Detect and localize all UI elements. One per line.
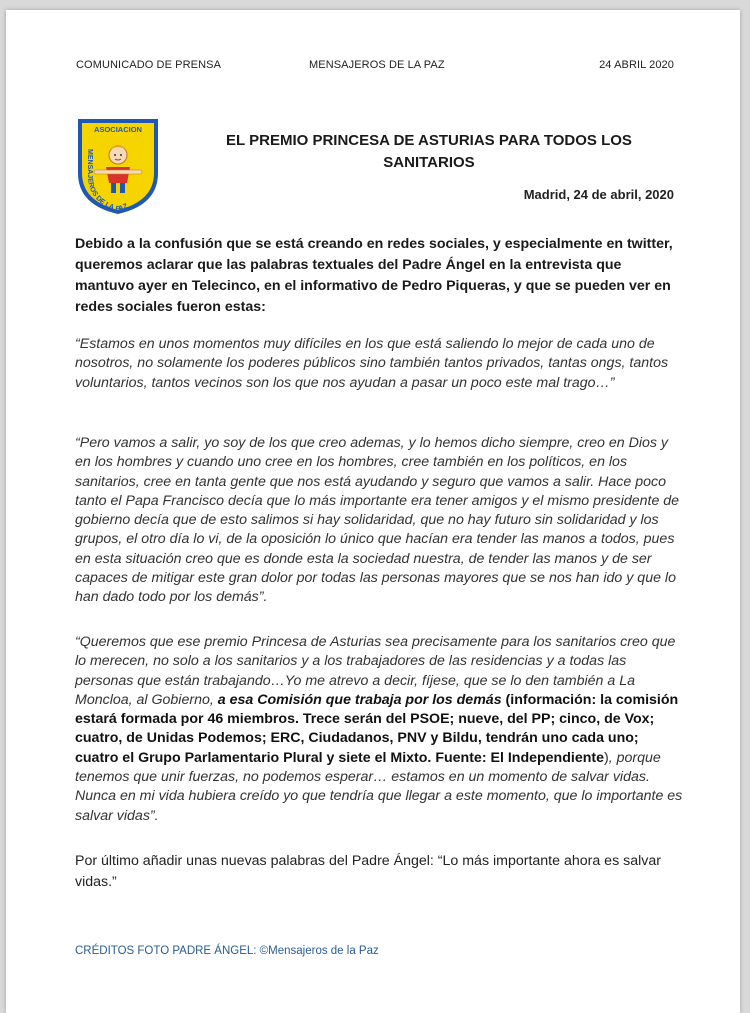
quote-paragraph-1: “Estamos en unos momentos muy difíciles en los que está saliendo lo mejor de cada uno de nosotros, no solamente los poderes públicos sino también tantos privados, tantas ongs, tantos voluntarios, tantos vecinos son los que nos ayudan a pasar un poco este mal trago…”	[75, 336, 669, 391]
header-label-center: MENSAJEROS DE LA PAZ	[309, 59, 445, 71]
quote-paragraph-3	[75, 633, 683, 826]
place-and-date: Madrid, 24 de abril, 2020	[523, 187, 674, 202]
svg-text:ASOCIACION: ASOCIACION	[94, 125, 142, 134]
quote3-text-start: “Queremos que ese premio Princesa de Asturias sea precisamente para los sanitarios creo que lo merecen, no solo a los sanitarios y a los trabajadores de las residencias y a todas las personas que están trabajando…Yo me atrevo a decir, fíjese, que se lo den también a La Moncloa, al Gobierno,	[75, 634, 676, 708]
quote3-text-end: , porque tenemos que unir fuerzas, no podemos esperar… estamos en un momento de salvar vidas. Nunca en mi vida hubiera creído yo que tendría que llegar a este momento, que lo importante es salvar vidas”.	[75, 749, 683, 824]
quote3-paren: )	[604, 749, 609, 766]
quote3-info-note: (información: la comisión estará formada por 46 miembros. Trece serán del PSOE; nueve, del PP; cinco, de Vox; cuatro, de Unidas Podemos; ERC, Ciudadanos, PNV y Bildu, tendrán uno cada uno; cuatro el Grupo Parlamentario Plural y siete el Mixto. Fuente: El Independiente	[75, 691, 679, 766]
intro-paragraph: Debido a la confusión que se está creando en redes sociales, y especialmente en twitter, queremos aclarar que las palabras textuales del Padre Ángel en la entrevista que mantuvo ayer en Telecinco, en el informativo de Pedro Piqueras, y que se pueden ver en redes sociales fueron estas:	[75, 236, 673, 315]
document-title: EL PREMIO PRINCESA DE ASTURIAS PARA TODOS LOS SANITARIOS	[226, 132, 632, 171]
svg-text:MENSAJEROS DE LA PAZ: MENSAJEROS DE LA PAZ	[85, 149, 129, 214]
header-label-left: COMUNICADO DE PRENSA	[76, 59, 222, 71]
quote-paragraph-2: “Pero vamos a salir, yo soy de los que creo ademas, y lo hemos dicho siempre, creo en Dios y en los hombres y cuando uno cree en los hombres, cree también en los políticos, en los sanitarios, cree en tanta gente que nos está ayudando y seguro que vamos a salir. Hace poco tanto el Papa Francisco decía que lo más importante era tener amigos y el mismo presidente de gobierno decía que de esto salimos si hay solidaridad, que no hay futuro sin solidaridad y los grupos, el otro día lo vi, de la oposición lo único que hacían era tender las manos a todos, pues en esta situación creo que es donde esta la sociedad nuestra, de tender las manos y de ser capaces de mitigar este gran dolor por todas las personas mayores que se nos han ido y que lo han dado todo por los demás”.	[75, 435, 680, 606]
closing-paragraph: Por último añadir unas nuevas palabras del Padre Ángel: “Lo más importante ahora es salvar vidas.”	[75, 853, 661, 890]
association-logo	[76, 117, 160, 215]
quote3-bold-italic: a esa Comisión que trabaja por los demás	[217, 691, 502, 708]
header-date: 24 ABRIL 2020	[599, 59, 674, 71]
photo-credits: CRÉDITOS FOTO PADRE ÁNGEL: ©Mensajeros de la Paz	[75, 945, 379, 957]
shield-logo-icon	[76, 117, 160, 215]
